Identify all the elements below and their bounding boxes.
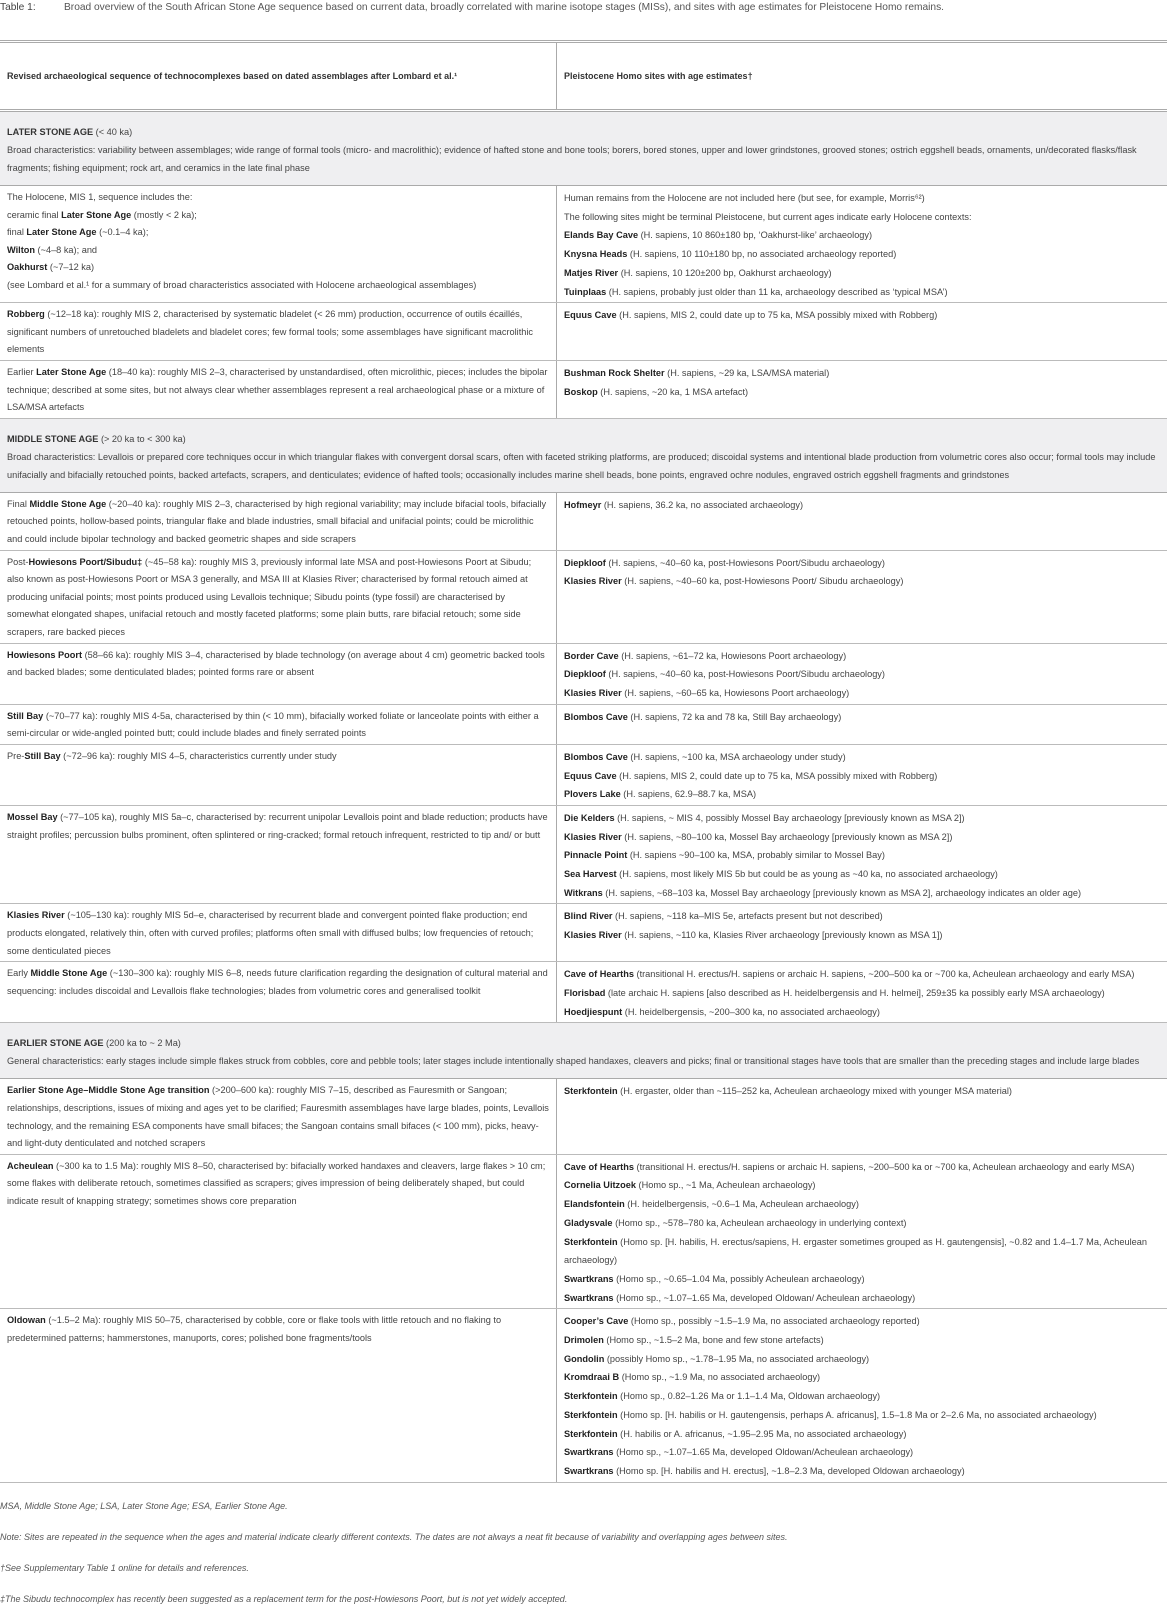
site-entry	[564, 1406, 1160, 1425]
site-entry	[564, 1443, 1160, 1462]
site-name: Swartkrans	[564, 1273, 614, 1284]
table-row	[0, 1155, 1167, 1310]
site-entry	[564, 572, 1160, 591]
sequence-prefix: Earlier	[7, 367, 37, 377]
sequence-line	[7, 1312, 549, 1347]
sequence-detail: (~105–130 ka): roughly MIS 5d–e, characterised by recurrent blade and convergent pointed flake production; end products elongated, relatively thin, often with curved profiles; platforms often small with diffused bulbs; low frequencies of retouch; some denticulated pieces	[7, 910, 534, 956]
site-detail: (H. sapiens, ~118 ka–MIS 5e, artefacts present but not described)	[612, 911, 883, 922]
site-name: Bushman Rock Shelter	[564, 368, 665, 378]
site-entry	[564, 1289, 1160, 1308]
site-entry	[564, 647, 1160, 666]
table-row	[0, 705, 1167, 745]
site-entry	[564, 383, 1160, 402]
site-name: Sterkfontein	[564, 1428, 618, 1439]
site-entry	[564, 1195, 1160, 1214]
site-detail: (H. sapiens, probably just older than 11 ka, archaeology described as ‘typical MSA’)	[606, 286, 948, 297]
site-entry	[564, 684, 1160, 703]
table-header	[0, 40, 1167, 112]
sequence-cell	[0, 745, 557, 805]
site-entry	[564, 1233, 1160, 1270]
sequence-detail: (~130–300 ka): roughly MIS 6–8, needs future clarification regarding the designation of cultural material and sequencing: includes discoidal and Levallois flake technologies; blades from volumetric cores and generalised toolkit	[7, 968, 548, 996]
sequence-line	[7, 306, 549, 359]
sites-cell	[557, 361, 1167, 418]
site-name: Blombos Cave	[564, 711, 628, 722]
site-detail: (H. sapiens, ~100 ka, MSA archaeology under study)	[627, 751, 846, 762]
sequence-cell	[0, 303, 557, 360]
sequence-line	[7, 277, 549, 295]
sequence-detail: (>200–600 ka): roughly MIS 7–15, described as Fauresmith or Sangoan; relationships, descriptions, issues of mixing and ages yet to be clarified; Fauresmith assemblages have large blades, points, Levallois technology, and the remaining ESA components have small bifaces; the Sangoan contains small bifaces (< 100 mm), picks, heavy- and light-duty denticulated and notched scrapers	[7, 1085, 549, 1149]
site-entry	[564, 1350, 1160, 1369]
site-detail: (Homo sp., ~1.07–1.65 Ma, developed Oldowan/Acheulean archaeology)	[613, 1447, 914, 1458]
sequence-detail: (~20–40 ka): roughly MIS 2–3, characterised by high regional variability; may include bifacial tools, bifacially retouched points, hollow-based points, triangular flake and blade industries, small bifacial and unifacial points; could be microlithic and could include bipolar technology and backed geometric shapes and side scrapers	[7, 498, 547, 544]
section-description: Broad characteristics: Levallois or prepared core techniques occur in which triangular flakes with convergent dorsal scars, often with faceted striking platforms, are produced; discoidal systems and intentional blade production from volumetric cores also occur; formal tools may include unifacially and bifacially retouched points, backed artefacts, scrapers, and denticulates; evidence of hafted tools; occasionally includes marine shell beads, bone points, engraved ochre nodules, engraved ostrich eggshell fragments and grindstones	[7, 451, 1156, 480]
sequence-detail: (~4–8 ka); and	[34, 244, 98, 255]
technocomplex-name: Still Bay	[7, 710, 44, 721]
section-title-line	[7, 123, 1160, 141]
technocomplex-name: Oakhurst	[7, 262, 48, 273]
sequence-cell	[0, 1155, 557, 1309]
sequence-line	[7, 647, 549, 682]
sequence-cell	[0, 705, 557, 744]
site-entry	[564, 245, 1160, 264]
sequence-detail: (~70–77 ka): roughly MIS 4-5a, characterised by thin (< 10 mm), bifacially worked foliate or lanceolate points with either a semi-circular or wide-angled pointed butt; could include blades and finely serrated points	[7, 710, 539, 739]
site-detail: (Homo sp., ~1 Ma, Acheulean archaeology)	[635, 1180, 816, 1191]
technocomplex-name: Howiesons Poort/Sibudu‡	[28, 556, 143, 567]
table-row	[0, 186, 1167, 303]
sequence-line	[7, 965, 549, 1000]
site-detail: (Homo sp., ~0.65–1.04 Ma, possibly Acheulean archaeology)	[613, 1273, 865, 1284]
site-entry	[564, 554, 1160, 573]
site-entry	[564, 1270, 1160, 1289]
sequence-line	[7, 224, 549, 242]
site-name: Kromdraai B	[564, 1372, 620, 1383]
site-detail: (H. sapiens, 72 ka and 78 ka, Still Bay archaeology)	[627, 711, 842, 722]
note-sibudu: ‡The Sibudu technocomplex has recently been suggested as a replacement term for the post-Howiesons Poort, but is not yet widely accepted.	[0, 1594, 568, 1604]
site-name: Swartkrans	[564, 1292, 614, 1303]
sequence-line	[7, 207, 549, 225]
site-entry	[564, 496, 1160, 515]
site-entry	[564, 809, 1160, 828]
site-name: Klasies River	[564, 576, 622, 587]
site-detail: Human remains from the Holocene are not included here (but see, for example, Morris⁶²)	[564, 193, 925, 203]
sequence-detail: (~72–96 ka): roughly MIS 4–5, characteristics currently under study	[60, 750, 337, 761]
site-name: Sterkfontein	[564, 1236, 618, 1247]
sequence-prefix: (see Lombard et al.¹ for a summary of broad characteristics associated with Holocene archaeological assemblages)	[7, 279, 477, 290]
site-detail: (H. heidelbergensis, ~0.6–1 Ma, Acheulean archaeology)	[624, 1199, 859, 1210]
site-name: Equus Cave	[564, 310, 617, 321]
section-header	[0, 112, 1167, 186]
site-entry	[564, 1387, 1160, 1406]
sequence-prefix: Final	[7, 498, 30, 509]
sequence-cell	[0, 361, 557, 418]
site-name: Klasies River	[564, 930, 622, 941]
section-header	[0, 1023, 1167, 1079]
table-row	[0, 1079, 1167, 1154]
technocomplex-name: Earlier Stone Age–Middle Stone Age transition	[7, 1085, 210, 1096]
sequence-line	[7, 708, 549, 743]
site-name: Gladysvale	[564, 1217, 613, 1228]
site-name: Blind River	[564, 911, 613, 922]
site-detail: (H. ergaster, older than ~115–252 ka, Acheulean archaeology mixed with younger MSA material)	[617, 1086, 1012, 1097]
site-name: Elandsfontein	[564, 1199, 625, 1210]
site-entry	[564, 1214, 1160, 1233]
site-detail: (H. sapiens, 10 120±200 bp, Oakhurst archaeology)	[618, 267, 832, 278]
sequence-detail: (~7–12 ka)	[47, 262, 95, 273]
site-detail: (H. sapiens ~90–100 ka, MSA, probably similar to Mossel Bay)	[627, 850, 885, 861]
site-detail: (Homo sp., ~1.07–1.65 Ma, developed Oldowan/ Acheulean archaeology)	[613, 1292, 916, 1303]
site-entry	[564, 846, 1160, 865]
section-range: (< 40 ka)	[95, 127, 133, 137]
site-entry	[564, 748, 1160, 767]
site-detail: (H. sapiens, ~60–65 ka, Howiesons Poort archaeology)	[621, 687, 850, 698]
technocomplex-name: Klasies River	[7, 910, 65, 921]
sites-cell	[557, 904, 1167, 961]
site-detail: (H. sapiens, MIS 2, could date up to 75 ka, MSA possibly mixed with Robberg)	[616, 770, 938, 781]
site-name: Matjes River	[564, 267, 619, 278]
sequence-detail: (18–40 ka): roughly MIS 2–3, characterised by unstandardised, often microlithic, pieces; includes the bipolar technique; described at some sites, but not always clear whether assemblages represent a real archaeological phase or a mixture of LSA/MSA artefacts	[7, 367, 548, 413]
technocomplex-name: Later Stone Age	[26, 227, 97, 238]
site-detail: (H. sapiens, ~20 ka, 1 MSA artefact)	[597, 386, 749, 397]
caption-label: Table 1:	[0, 2, 36, 13]
site-entry	[564, 226, 1160, 245]
site-detail: (possibly Homo sp., ~1.78–1.95 Ma, no associated archaeology)	[604, 1353, 870, 1364]
site-name: Cooper’s Cave	[564, 1316, 629, 1327]
site-detail: (H. sapiens, ~68–103 ka, Mossel Bay archaeology [previously known as MSA 2], archaeology indicates an older age)	[602, 887, 1082, 898]
table-notes	[0, 1500, 1167, 1624]
site-detail: (Homo sp. [H. habilis, H. erectus/sapiens, H. ergaster sometimes grouped as H. gautengensis], ~0.82 and 1.4–1.7 Ma, Acheulean archaeology)	[564, 1236, 1147, 1266]
sequence-cell	[0, 1079, 557, 1153]
site-name: Witkrans	[564, 887, 603, 898]
note-abbreviations: MSA, Middle Stone Age; LSA, Later Stone Age; ESA, Earlier Stone Age.	[0, 1501, 288, 1511]
site-entry	[564, 965, 1160, 984]
table-caption	[0, 0, 1167, 15]
site-name: Blombos Cave	[564, 751, 628, 762]
sites-cell	[557, 806, 1167, 904]
sequence-line	[7, 242, 549, 260]
technocomplex-name: Middle Stone Age	[30, 968, 108, 979]
site-entry	[564, 1368, 1160, 1387]
sequence-line	[7, 1158, 549, 1211]
site-detail: (H. sapiens, MIS 2, could date up to 75 ka, MSA possibly mixed with Robberg)	[616, 310, 938, 321]
section-description: Broad characteristics: variability between assemblages; wide range of formal tools (micro- and macrolithic); evidence of hafted stone and bone tools; borers, bored stones, upper and lower grindstones, grooved stones; ostrich eggshell beads, ornaments, un/decorated flasks/flask fragments; fishing equipment; rock art, and ceramics in the late final phase	[7, 145, 1137, 173]
technocomplex-name: Howiesons Poort	[7, 649, 83, 660]
sites-cell	[557, 551, 1167, 643]
site-detail: (transitional H. erectus/H. sapiens or archaic H. sapiens, ~200–500 ka or ~700 ka, Acheulean archaeology and early MSA)	[633, 969, 1135, 980]
table-row	[0, 303, 1167, 361]
caption-text: Broad overview of the South African Stone Age sequence based on current data, broadly correlated with marine isotope stages (MISs), and sites with age estimates for Pleistocene Homo remains.	[64, 2, 944, 13]
site-name: Knysna Heads	[564, 249, 628, 260]
sequence-prefix: Early	[7, 968, 31, 979]
site-entry	[564, 1082, 1160, 1101]
sites-cell	[557, 644, 1167, 704]
sites-cell	[557, 303, 1167, 360]
sequence-line	[7, 496, 549, 549]
sequence-detail: (~77–105 ka), roughly MIS 5a–c, characterised by: recurrent unipolar Levallois point and blade reduction; products have straight profiles; percussion bulbs prominent, often splintered or ring-cracked; formal retouch infrequent, restricted to tip and/ or butt	[7, 811, 548, 840]
site-detail: (Homo sp. [H. habilis and H. erectus], ~1.8–2.3 Ma, developed Oldowan archaeology)	[613, 1465, 965, 1476]
site-name: Swartkrans	[564, 1447, 614, 1458]
note-repeated-sites: Note: Sites are repeated in the sequence when the ages and material indicate clearly different contexts. The dates are not always a neat fit because of variability and overlapping ages between sites.	[0, 1532, 788, 1542]
site-detail: (H. sapiens, ~40–60 ka, post-Howiesons Poort/ Sibudu archaeology)	[621, 576, 904, 587]
section-title: EARLIER STONE AGE	[7, 1038, 104, 1049]
site-detail: The following sites might be terminal Pleistocene, but current ages indicate early Holocene contexts:	[564, 211, 972, 222]
site-detail: (H. sapiens, most likely MIS 5b but could be as young as ~40 ka, no associated archaeology)	[616, 869, 998, 880]
technocomplex-name: Acheulean	[7, 1160, 54, 1171]
site-name: Sterkfontein	[564, 1409, 618, 1420]
site-entry	[564, 828, 1160, 847]
site-name: Sea Harvest	[564, 869, 617, 880]
sequence-cell	[0, 962, 557, 1022]
site-detail: (H. heidelbergensis, ~200–300 ka, no associated archaeology)	[622, 1006, 880, 1017]
header-sequence: Revised archaeological sequence of technocomplexes based on dated assemblages after Lombard et al.¹	[0, 43, 557, 109]
site-name: Diepkloof	[564, 669, 606, 680]
site-entry	[564, 984, 1160, 1003]
site-entry	[564, 767, 1160, 786]
table-row	[0, 551, 1167, 644]
site-detail: (transitional H. erectus/H. sapiens or archaic H. sapiens, ~200–500 ka or ~700 ka, Acheulean archaeology and early MSA)	[633, 1161, 1135, 1172]
technocomplex-name: Wilton	[7, 244, 35, 255]
technocomplex-name: Mossel Bay	[7, 811, 58, 822]
site-entry	[564, 364, 1160, 383]
site-entry	[564, 1176, 1160, 1195]
site-detail: (H. sapiens, ~ MIS 4, possibly Mossel Bay archaeology [previously known as MSA 2])	[614, 812, 965, 823]
site-entry	[564, 665, 1160, 684]
sites-cell	[557, 962, 1167, 1022]
site-entry	[564, 1312, 1160, 1331]
sequence-detail: (~0.1–4 ka);	[96, 227, 149, 238]
site-detail: (Homo sp., 0.82–1.26 Ma or 1.1–1.4 Ma, Oldowan archaeology)	[617, 1391, 881, 1402]
table-row	[0, 644, 1167, 705]
site-name: Boskop	[564, 386, 598, 397]
table-body	[0, 112, 1167, 1483]
table-row	[0, 904, 1167, 962]
sequence-line	[7, 907, 549, 960]
sequence-detail: (58–66 ka): roughly MIS 3–4, characterised by blade technology (on average about 4 cm) geometric backed tools and backed blades; some denticulated blades; pointed forms rare or absent	[7, 649, 545, 678]
sequence-line	[7, 259, 549, 277]
technocomplex-name: Later Stone Age	[36, 367, 107, 377]
site-name: Diepkloof	[564, 557, 606, 568]
section-range: (> 20 ka to < 300 ka)	[100, 433, 186, 444]
site-name: Sterkfontein	[564, 1391, 618, 1402]
section-title: LATER STONE AGE	[7, 127, 94, 137]
stone-age-table	[0, 40, 1167, 1483]
site-name: Elands Bay Cave	[564, 230, 639, 241]
sequence-line	[7, 189, 549, 207]
sequence-line	[7, 748, 549, 766]
site-detail: (late archaic H. sapiens [also described as H. heidelbergensis and H. helmei], 259±35 ka possibly early MSA archaeology)	[605, 987, 1105, 998]
technocomplex-name: Later Stone Age	[61, 209, 132, 220]
site-entry	[564, 884, 1160, 903]
sequence-line	[7, 554, 549, 642]
site-name: Plovers Lake	[564, 789, 621, 800]
site-name: Florisbad	[564, 987, 606, 998]
site-detail: (H. habilis or A. africanus, ~1.95–2.95 Ma, no associated archaeology)	[617, 1428, 907, 1439]
sequence-cell	[0, 644, 557, 704]
technocomplex-name: Oldowan	[7, 1315, 46, 1326]
site-detail: (Homo sp., ~578–780 ka, Acheulean archaeology in underlying context)	[612, 1217, 907, 1228]
technocomplex-name: Middle Stone Age	[29, 498, 107, 509]
site-entry	[564, 1158, 1160, 1177]
site-entry	[564, 926, 1160, 945]
site-detail: (H. sapiens, ~80–100 ka, Mossel Bay archaeology [previously known as MSA 2])	[621, 831, 953, 842]
sites-cell	[557, 186, 1167, 302]
technocomplex-name: Robberg	[7, 309, 45, 320]
site-detail: (H. sapiens, 10 110±180 bp, no associated archaeology reported)	[627, 249, 897, 260]
site-name: Die Kelders	[564, 812, 615, 823]
site-detail: (H. sapiens, ~29 ka, LSA/MSA material)	[664, 368, 830, 378]
sites-cell	[557, 1309, 1167, 1481]
site-name: Pinnacle Point	[564, 850, 628, 861]
site-entry	[564, 708, 1160, 727]
technocomplex-name: Still Bay	[24, 750, 61, 761]
site-entry	[564, 283, 1160, 302]
table-row	[0, 1309, 1167, 1482]
site-detail: (H. sapiens, ~40–60 ka, post-Howiesons Poort/Sibudu archaeology)	[605, 557, 885, 568]
site-detail: (H. sapiens, 36.2 ka, no associated archaeology)	[601, 499, 804, 510]
site-entry	[564, 208, 1160, 227]
sites-cell	[557, 1155, 1167, 1309]
site-detail: (Homo sp., ~1.5–2 Ma, bone and few stone artefacts)	[603, 1335, 824, 1346]
site-detail: (H. sapiens, 62.9–88.7 ka, MSA)	[620, 789, 757, 800]
sequence-cell	[0, 1309, 557, 1481]
sequence-prefix: The Holocene, MIS 1, sequence includes the:	[7, 192, 193, 202]
site-entry	[564, 907, 1160, 926]
site-name: Klasies River	[564, 831, 622, 842]
site-entry	[564, 1462, 1160, 1481]
site-detail: (H. sapiens, 10 860±180 bp, ‘Oakhurst-like’ archaeology)	[638, 230, 873, 241]
section-title-line	[7, 1034, 1160, 1052]
site-entry	[564, 189, 1160, 208]
site-name: Equus Cave	[564, 770, 617, 781]
site-entry	[564, 1331, 1160, 1350]
site-name: Hofmeyr	[564, 499, 602, 510]
section-title-line	[7, 430, 1160, 448]
sites-cell	[557, 1079, 1167, 1153]
sites-cell	[557, 705, 1167, 744]
table-row	[0, 745, 1167, 806]
note-supplementary: †See Supplementary Table 1 online for details and references.	[0, 1563, 249, 1573]
section-description: General characteristics: early stages include simple flakes struck from cobbles, core and pebble tools; later stages include intentionally shaped handaxes, cleavers and picks; final or transitional stages have tools that are smaller than the preceding stages and include large blades	[7, 1056, 1140, 1067]
sequence-cell	[0, 551, 557, 643]
site-name: Cave of Hearths	[564, 969, 634, 980]
site-entry	[564, 1003, 1160, 1022]
site-name: Border Cave	[564, 650, 619, 661]
sequence-detail: (~12–18 ka): roughly MIS 2, characterised by systematic bladelet (< 26 mm) production, occurrence of outils écaillés, significant numbers of unretouched bladelets and bladelet cores; few formal tools; some assemblages have significant macrolithic elements	[7, 309, 534, 355]
section-range: (200 ka to ~ 2 Ma)	[106, 1038, 181, 1049]
sequence-prefix: Pre-	[7, 750, 25, 761]
sites-cell	[557, 745, 1167, 805]
sequence-prefix: Post-	[7, 556, 29, 567]
table-row	[0, 962, 1167, 1023]
sequence-line	[7, 364, 549, 417]
sequence-cell	[0, 493, 557, 550]
site-name: Drimolen	[564, 1335, 604, 1346]
sites-cell	[557, 493, 1167, 550]
section-header	[0, 419, 1167, 493]
header-sites: Pleistocene Homo sites with age estimates†	[564, 71, 753, 81]
site-name: Cave of Hearths	[564, 1161, 634, 1172]
site-detail: (Homo sp., ~1.9 Ma, no associated archaeology)	[619, 1372, 821, 1383]
site-detail: (H. sapiens, ~40–60 ka, post-Howiesons Poort/Sibudu archaeology)	[605, 669, 885, 680]
site-detail: (H. sapiens, ~61–72 ka, Howiesons Poort archaeology)	[618, 650, 847, 661]
sequence-detail: (~300 ka to 1.5 Ma): roughly MIS 8–50, characterised by: bifacially worked handaxes and cleavers, large flakes > 10 cm; some flakes with deliberate retouch, sometimes classified as scrapers; gives impression of being deliberately shaped, but could indicate result of knapping strategy; sometimes shows core preparation	[7, 1160, 546, 1206]
table-row	[0, 493, 1167, 551]
table-row	[0, 361, 1167, 419]
site-name: Tuinplaas	[564, 286, 607, 297]
sequence-detail: (~1.5–2 Ma): roughly MIS 50–75, characterised by cobble, core or flake tools with little retouch and no flaking to predetermined patterns; hammerstones, manuports, cores; polished bone fragments/tools	[7, 1315, 502, 1343]
section-title: MIDDLE STONE AGE	[7, 433, 99, 444]
site-entry	[564, 306, 1160, 325]
sequence-cell	[0, 806, 557, 904]
sequence-prefix: ceramic final	[7, 209, 62, 220]
site-name: Cornelia Uitzoek	[564, 1180, 636, 1191]
site-name: Sterkfontein	[564, 1086, 618, 1097]
table-row	[0, 806, 1167, 905]
sequence-cell	[0, 186, 557, 302]
site-name: Klasies River	[564, 687, 622, 698]
site-entry	[564, 785, 1160, 804]
site-entry	[564, 1425, 1160, 1444]
sequence-detail: (mostly < 2 ka);	[131, 209, 197, 220]
site-detail: (H. sapiens, ~110 ka, Klasies River archaeology [previously known as MSA 1])	[621, 930, 943, 941]
site-name: Swartkrans	[564, 1465, 614, 1476]
site-detail: (Homo sp., possibly ~1.5–1.9 Ma, no associated archaeology reported)	[628, 1316, 920, 1327]
site-entry	[564, 264, 1160, 283]
sequence-detail: (~45–58 ka): roughly MIS 3, previously informal late MSA and post-Howiesons Poort at Sibudu; also known as post-Howiesons Poort or MSA 3 generally, and MSA III at Klasies River; characterised by formal retouch aimed at producing unifacial points; most points produced using Levallois technique; Sibudu points (type fossil) are characterised by somewhat elongated shapes, unifacial retouch and mostly faceted platforms; some plain butts, rare bifacial retouch; some side scrapers, rare backed pieces	[7, 556, 532, 637]
site-name: Gondolin	[564, 1353, 605, 1364]
sequence-line	[7, 1082, 549, 1152]
site-entry	[564, 865, 1160, 884]
sequence-line	[7, 809, 549, 844]
sequence-prefix: final	[7, 227, 27, 238]
site-name: Hoedjiespunt	[564, 1006, 623, 1017]
sequence-cell	[0, 904, 557, 961]
site-detail: (Homo sp. [H. habilis or H. gautengensis, perhaps A. africanus], 1.5–1.8 Ma or 2–2.6 Ma, no associated archaeology)	[617, 1409, 1097, 1420]
